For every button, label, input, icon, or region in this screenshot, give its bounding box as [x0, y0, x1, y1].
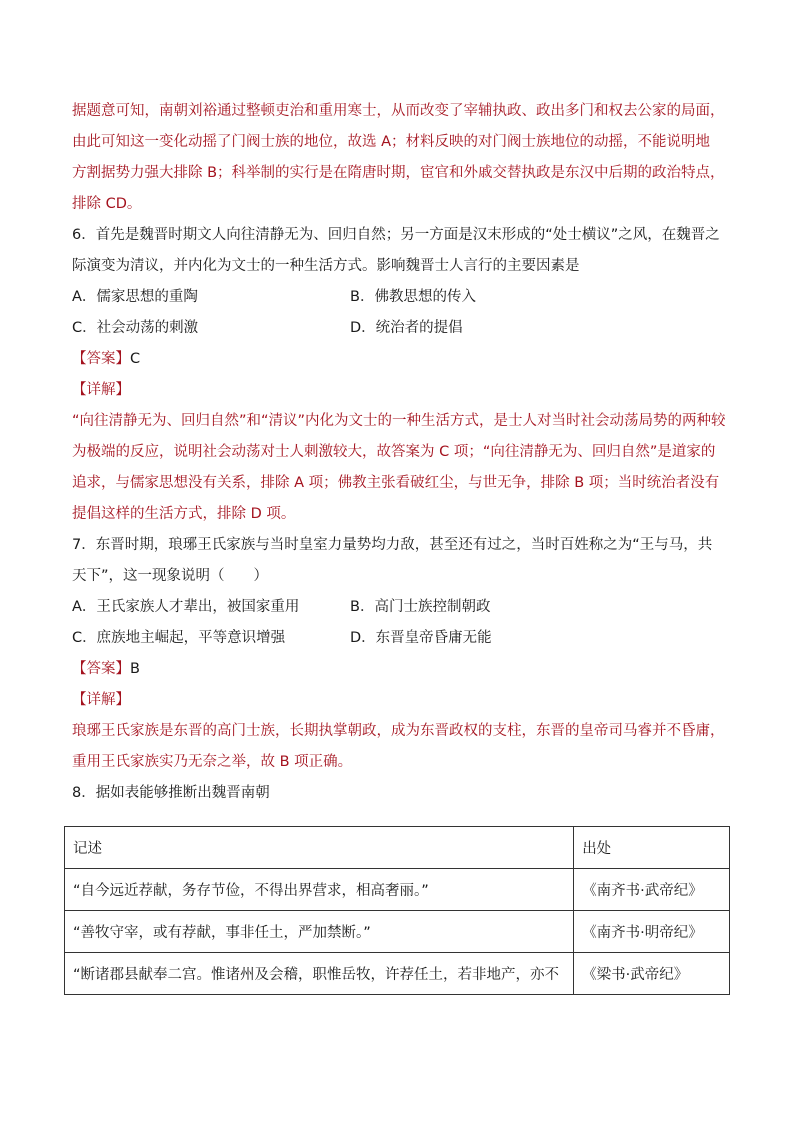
q7-answer-value: B	[130, 661, 140, 677]
table-header-row	[65, 827, 730, 869]
q5-explanation	[72, 96, 732, 220]
q6-explanation-line: 为极端的反应，说明社会动荡对士人刺激较大，故答案为 C 项；“向往清静无为、回归自然”是道家的	[72, 444, 716, 460]
q7-detail-label: 【详解】	[72, 692, 130, 708]
question-6	[72, 220, 732, 530]
q6-answer	[72, 344, 732, 375]
table-cell-record: “自今远近荐献，务存节俭，不得出界营求，相高奢丽。”	[65, 869, 574, 911]
q6-detail	[72, 375, 732, 406]
table-cell-record: “断诸郡县献奉二宫。惟诸州及会稽，职惟岳牧，许荐任土，若非地产，亦不	[65, 953, 574, 995]
q7-option-d: D．东晋皇帝昏庸无能	[350, 630, 492, 646]
q6-explanation-line: 追求，与儒家思想没有关系，排除 A 项；佛教主张看破红尘，与世无争，排除 B 项；当时统治者没有	[72, 475, 720, 491]
q7-stem-line: 7．东晋时期，琅琊王氏家族与当时皇室力量势均力敌，甚至还有过之，当时百姓称之为“王与马，共	[72, 537, 713, 553]
table-cell-source: 《南齐书·武帝纪》	[574, 869, 730, 911]
q8-reference-table	[64, 826, 730, 995]
table-cell-source: 《梁书·武帝纪》	[574, 953, 730, 995]
q7-options	[72, 592, 732, 654]
q7-stem-line: 天下”，这一现象说明（ ）	[72, 568, 269, 584]
q8-stem: 8．据如表能够推断出魏晋南朝	[72, 785, 270, 801]
question-7	[72, 530, 732, 778]
q6-option-d: D．统治者的提倡	[350, 320, 463, 336]
q6-answer-label: 【答案】	[72, 351, 130, 367]
table-row	[65, 953, 730, 995]
q7-answer	[72, 654, 732, 685]
q5-explanation-line: 由此可知这一变化动摇了门阀士族的地位，故选 A；材料反映的对门阀士族地位的动摇，不能说明地	[72, 134, 711, 150]
q6-option-a: A．儒家思想的重陶	[72, 289, 198, 305]
q7-answer-label: 【答案】	[72, 661, 130, 677]
q6-option-b: B．佛教思想的传入	[350, 289, 476, 305]
q6-option-c: C．社会动荡的刺激	[72, 320, 199, 336]
q6-detail-label: 【详解】	[72, 382, 130, 398]
q6-options	[72, 282, 732, 344]
q6-answer-value: C	[130, 351, 141, 367]
table-row	[65, 869, 730, 911]
q7-option-a: A．王氏家族人才辈出，被国家重用	[72, 599, 300, 615]
q6-explanation-line: “向往清静无为、回归自然”和“清议”内化为文士的一种生活方式，是士人对当时社会动荡局势的两种较	[72, 413, 726, 429]
q7-explanation-line: 琅琊王氏家族是东晋的高门士族，长期执掌朝政，成为东晋政权的支柱，东晋的皇帝司马睿并不昏庸，	[72, 723, 725, 739]
document-page	[72, 96, 732, 809]
q5-explanation-line: 方割据势力强大排除 B；科举制的实行是在隋唐时期，宦官和外戚交替执政是东汉中后期的政治特点，	[72, 165, 725, 181]
q7-explanation-line: 重用王氏家族实乃无奈之举，故 B 项正确。	[72, 754, 353, 770]
table-cell-source: 《南齐书·明帝纪》	[574, 911, 730, 953]
table-cell-record: “善牧守宰，或有荐献，事非任土，严加禁断。”	[65, 911, 574, 953]
q5-explanation-line: 排除 CD。	[72, 196, 142, 212]
question-8	[72, 778, 732, 809]
q7-option-b: B．高门士族控制朝政	[350, 599, 491, 615]
q5-explanation-line: 据题意可知，南朝刘裕通过整顿吏治和重用寒士，从而改变了宰辅执政、政出多门和权去公家的局面，	[72, 103, 725, 119]
q6-explanation-line: 提倡这样的生活方式，排除 D 项。	[72, 506, 296, 522]
q7-option-c: C．庶族地主崛起，平等意识增强	[72, 630, 286, 646]
table-row	[65, 911, 730, 953]
q6-stem-line: 6．首先是魏晋时期文人向往清静无为、回归自然；另一方面是汉末形成的“处士横议”之风，在魏晋之	[72, 227, 720, 243]
q7-detail	[72, 685, 732, 716]
table-header-record: 记述	[65, 827, 574, 869]
q6-stem-line: 际演变为清议，并内化为文士的一种生活方式。影响魏晋士人言行的主要因素是	[72, 258, 580, 274]
table-header-source: 出处	[574, 827, 730, 869]
